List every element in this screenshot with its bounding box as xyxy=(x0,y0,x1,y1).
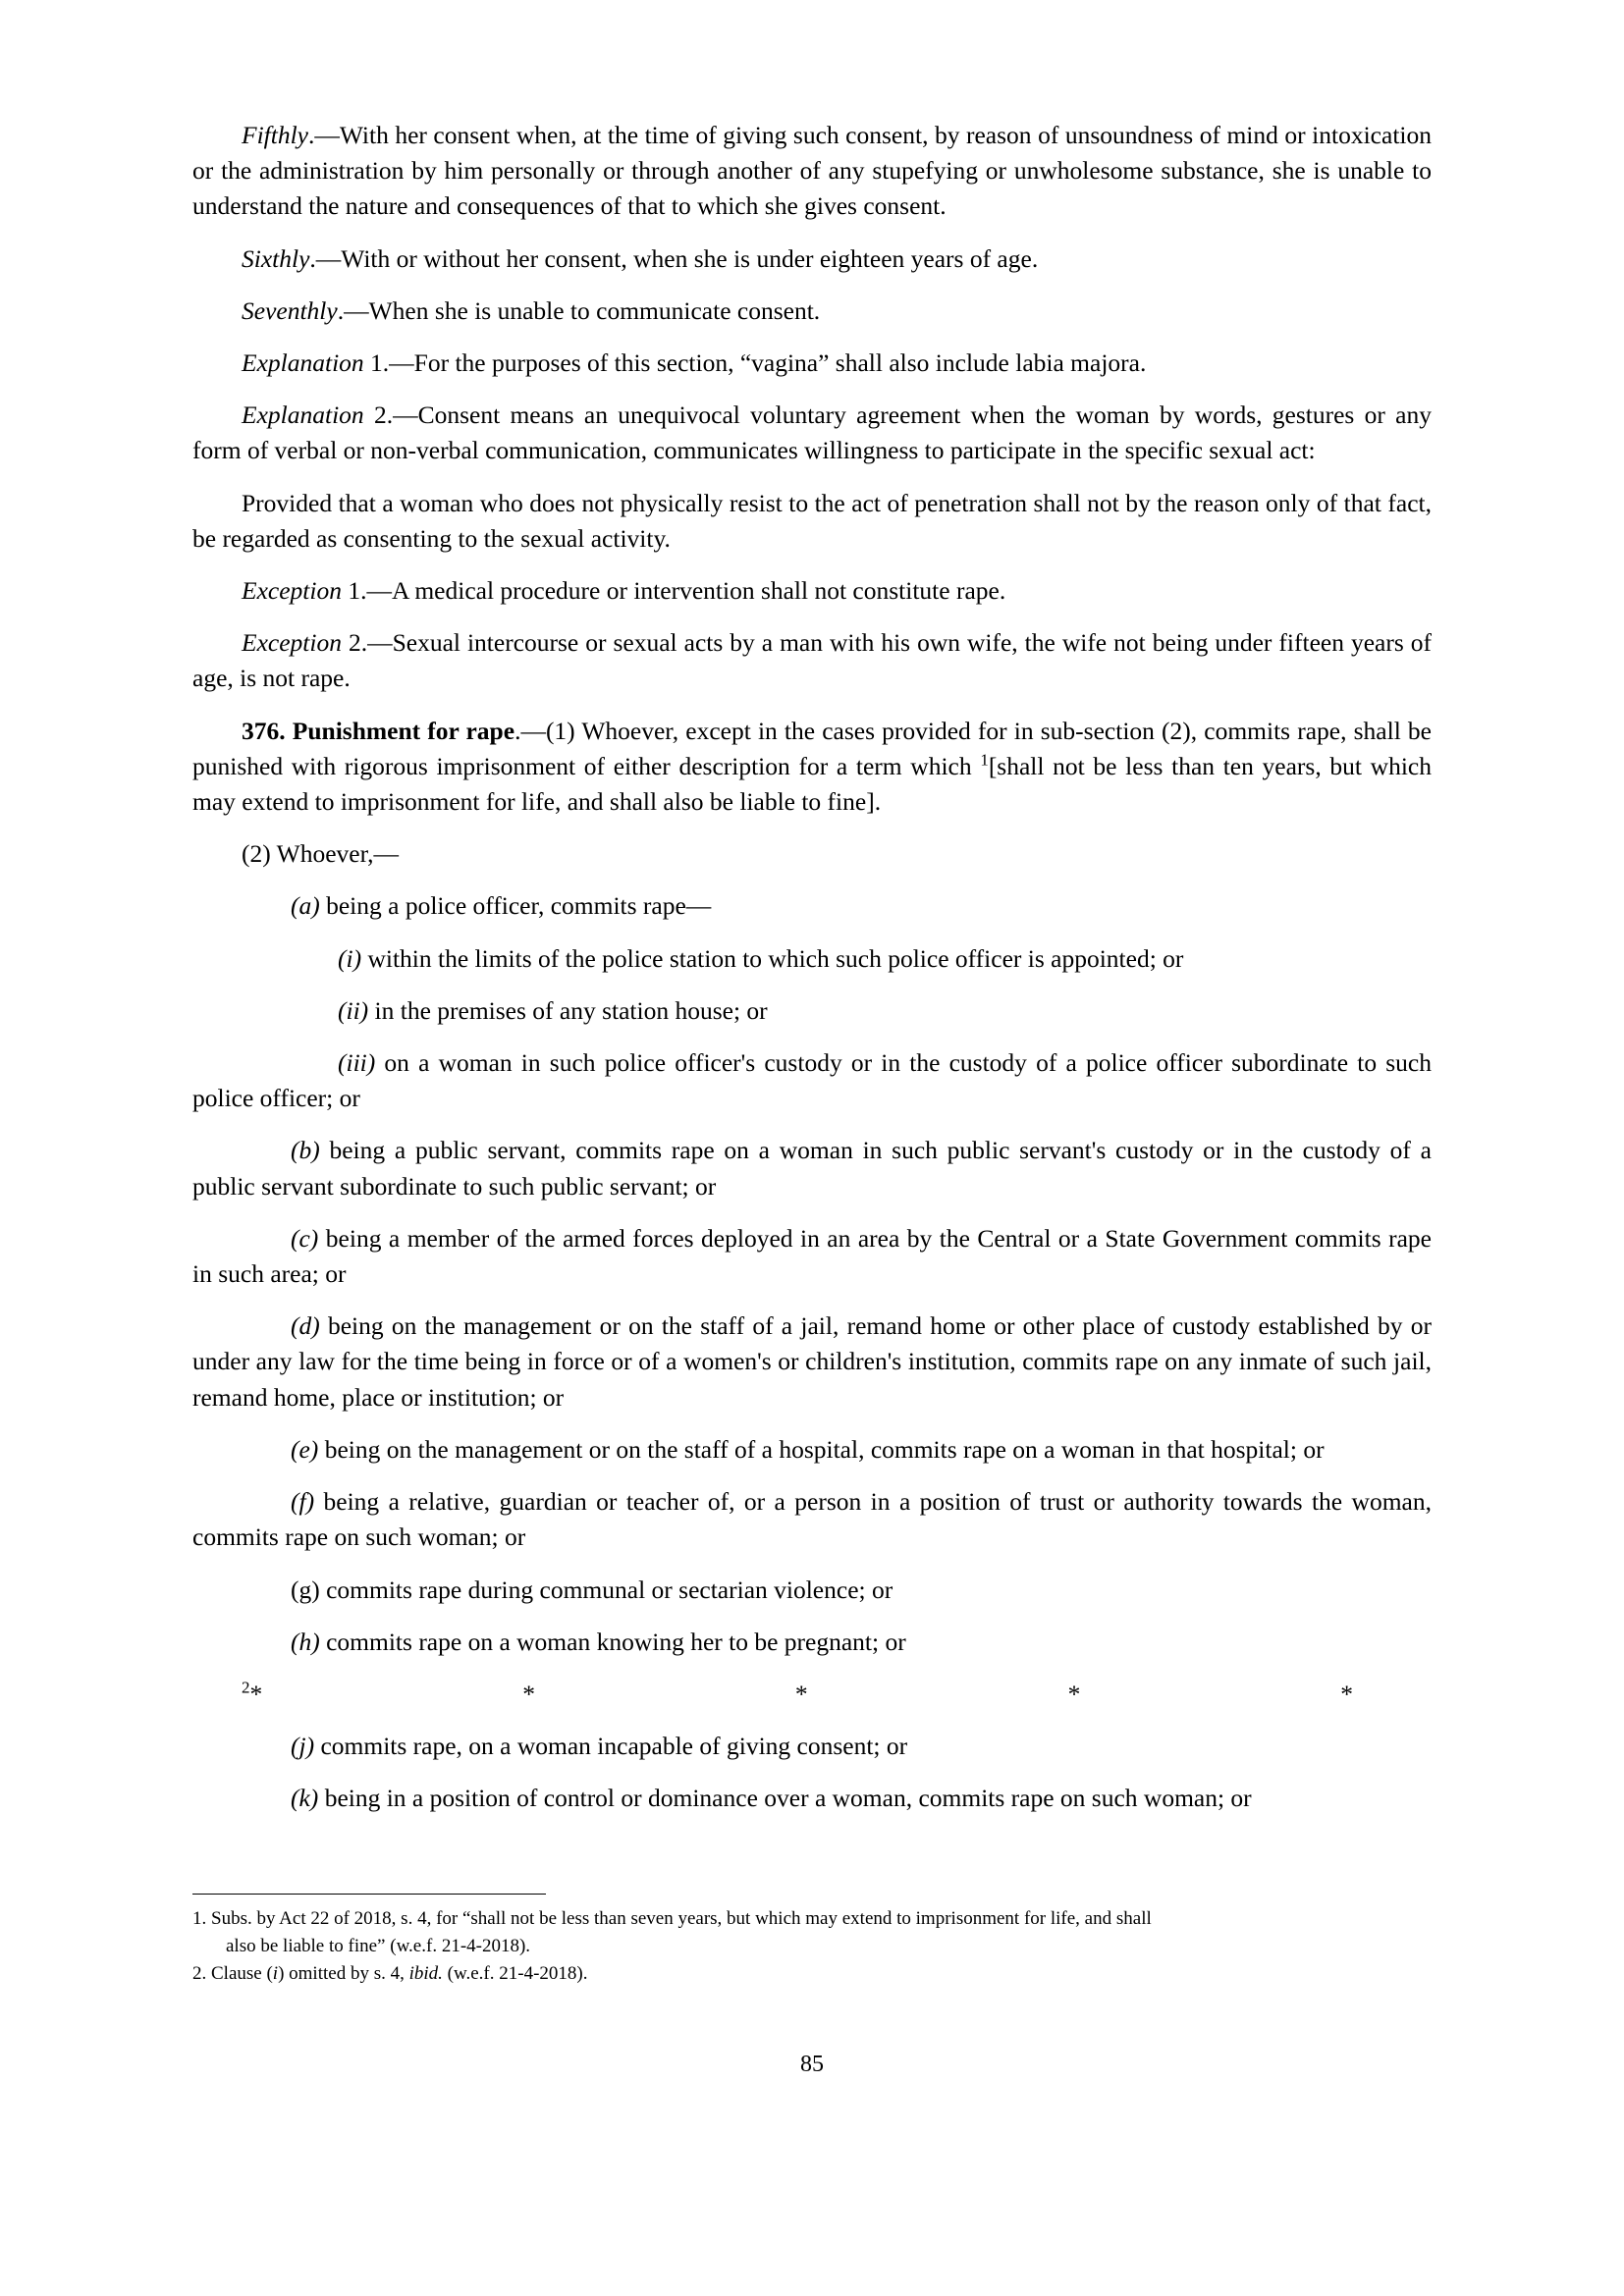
footnotes-section xyxy=(192,1894,1432,1988)
clause-k-label: (k) xyxy=(291,1784,319,1813)
paragraph-text-exception-1: 1.—A medical procedure or intervention shall not constitute rape. xyxy=(341,576,1006,606)
clause-f-label: (f) xyxy=(291,1487,315,1517)
clause-j-label: (j) xyxy=(291,1732,315,1761)
clause-j-text: commits rape, on a woman incapable of giving consent; or xyxy=(314,1732,908,1761)
omitted-clause-stars xyxy=(192,1677,1432,1712)
footnote-2 xyxy=(192,1961,1432,1987)
clause-a-iii-text: on a woman in such police officer's custody or in the custody of a police officer subordinate to such police officer; or xyxy=(192,1048,1432,1113)
clause-h xyxy=(192,1625,1432,1660)
clause-a-text: being a police officer, commits rape— xyxy=(319,891,712,921)
clause-e-label: (e) xyxy=(291,1434,319,1464)
paragraph-text-sixthly: .—With or without her consent, when she is under eighteen years of age. xyxy=(309,243,1039,273)
star-5: * xyxy=(1340,1679,1353,1708)
paragraph-proviso xyxy=(192,486,1432,557)
clause-h-label: (h) xyxy=(291,1627,320,1656)
clause-a xyxy=(192,888,1432,924)
footnote-2-post: (w.e.f. 21-4-2018). xyxy=(442,1962,588,1984)
clause-a-ii-text: in the premises of any station house; or xyxy=(368,995,768,1025)
paragraph-text-seventhly: .—When she is unable to communicate consent. xyxy=(337,295,821,325)
footnote-1-line-1: 1. Subs. by Act 22 of 2018, s. 4, for “shall not be less than seven years, but which may extend to imprisonment for life, and shall xyxy=(192,1907,1152,1929)
paragraph-fifthly xyxy=(192,118,1432,225)
page-number: 85 xyxy=(800,2052,824,2078)
paragraph-text-fifthly: .—With her consent when, at the time of giving such consent, by reason of unsoundness of mind or intoxication or the administration by him personally or through another of any stupefying or unwholesome substance, she is unable to understand the nature and consequences of that to which she gives consent. xyxy=(192,121,1432,221)
clause-h-text: commits rape on a woman knowing her to be pregnant; or xyxy=(319,1627,906,1656)
paragraph-exception-2 xyxy=(192,625,1432,696)
clause-c-label: (c) xyxy=(291,1223,319,1253)
clause-a-ii xyxy=(192,993,1432,1029)
clause-c xyxy=(192,1221,1432,1292)
clause-a-label: (a) xyxy=(291,891,320,921)
paragraph-exception-1 xyxy=(192,573,1432,609)
clause-a-i-label: (i) xyxy=(338,943,362,973)
clause-g xyxy=(192,1573,1432,1608)
clause-g-label: (g) xyxy=(291,1575,320,1604)
clause-a-i-text: within the limits of the police station to which such police officer is appointed; or xyxy=(361,943,1184,973)
footnote-2-ibid: ibid. xyxy=(408,1962,443,1984)
clause-b-text: being a public servant, commits rape on a woman in such public servant's custody or in the custody of a public servant subordinate to such public servant; or xyxy=(192,1136,1432,1201)
paragraph-lead-exception-2: Exception xyxy=(242,628,342,658)
clause-e-text: being on the management or on the staff of a hospital, commits rape on a woman in that hospital; or xyxy=(318,1434,1325,1464)
section-376-sub2-label: (2) Whoever,— xyxy=(242,839,399,869)
section-376-paragraph xyxy=(192,714,1432,821)
star-3: * xyxy=(794,1679,808,1708)
paragraph-text-explanation-2: 2.—Consent means an unequivocal voluntary agreement when the woman by words, gestures or any form of verbal or non-verbal communication, communicates willingness to participate in the specific sexual act: xyxy=(192,400,1432,465)
paragraph-lead-exception-1: Exception xyxy=(242,576,342,606)
clause-f xyxy=(192,1484,1432,1555)
footnote-2-ital: i xyxy=(272,1962,279,1984)
paragraph-sixthly xyxy=(192,241,1432,277)
paragraph-lead-sixthly: Sixthly xyxy=(242,243,310,273)
paragraph-text-exception-2: 2.—Sexual intercourse or sexual acts by a man with his own wife, the wife not being under fifteen years of age, is not rape. xyxy=(192,628,1432,693)
paragraph-lead-explanation-2: Explanation xyxy=(242,400,364,430)
paragraph-lead-fifthly: Fifthly xyxy=(242,121,308,149)
section-376-sub1-tail: [shall not be less than ten years, but which may extend to imprisonment for life, and shall also be liable to fine]. xyxy=(192,751,1432,817)
star-2: * xyxy=(522,1679,535,1708)
paragraph-text-proviso: Provided that a woman who does not physically resist to the act of penetration shall not by the reason only of that fact, be regarded as consenting to the sexual activity. xyxy=(192,488,1432,553)
clause-a-iii xyxy=(192,1045,1432,1116)
clause-b-label: (b) xyxy=(291,1136,320,1165)
clause-g-text: commits rape during communal or sectarian violence; or xyxy=(319,1575,893,1604)
paragraph-seventhly xyxy=(192,294,1432,329)
paragraph-lead-explanation-1: Explanation xyxy=(242,348,364,378)
clause-a-ii-label: (ii) xyxy=(338,995,369,1025)
paragraph-lead-seventhly: Seventhly xyxy=(242,295,338,325)
clause-a-iii-label: (iii) xyxy=(338,1048,376,1078)
paragraph-explanation-2 xyxy=(192,398,1432,468)
star-4: * xyxy=(1067,1679,1081,1708)
clause-a-i xyxy=(192,941,1432,977)
footnote-marker-1: 1 xyxy=(980,750,989,770)
star-1: * xyxy=(249,1679,263,1708)
clause-b xyxy=(192,1133,1432,1203)
clause-k xyxy=(192,1781,1432,1816)
omitted-marker-group xyxy=(242,1677,262,1712)
clause-f-text: being a relative, guardian or teacher of, or a person in a position of trust or authority towards the woman, commits rape on such woman; or xyxy=(192,1487,1432,1552)
footnote-divider xyxy=(192,1894,546,1895)
clause-k-text: being in a position of control or dominance over a woman, commits rape on such woman; or xyxy=(318,1784,1252,1813)
footnote-2-mid: ) omitted by s. 4, xyxy=(278,1962,409,1984)
section-376-heading: 376. Punishment for rape xyxy=(242,716,515,745)
clause-c-text: being a member of the armed forces deployed in an area by the Central or a State Government commits rape in such area; or xyxy=(192,1223,1432,1289)
section-376-sub1-text: .—(1) Whoever, except in the cases provided for in sub-section (2), commits rape, shall be punished with rigorous imprisonment of either description for a term which xyxy=(192,716,1432,780)
document-body xyxy=(192,118,1432,1817)
clause-d-text: being on the management or on the staff of a jail, remand home or other place of custody established by or under any law for the time being in force or of a women's or children's institution, commits rape on any inmate of such jail, remand home, place or institution; or xyxy=(192,1311,1432,1412)
clause-j xyxy=(192,1729,1432,1764)
footnote-1-line-2: also be liable to fine” (w.e.f. 21-4-2018). xyxy=(226,1935,531,1956)
clause-d-label: (d) xyxy=(291,1311,320,1341)
footnote-2-pre: 2. Clause ( xyxy=(192,1962,273,1984)
clause-e xyxy=(192,1432,1432,1468)
footnote-marker-2: 2 xyxy=(242,1678,250,1697)
paragraph-explanation-1 xyxy=(192,346,1432,381)
clause-d xyxy=(192,1308,1432,1415)
paragraph-text-explanation-1: 1.—For the purposes of this section, “vagina” shall also include labia majora. xyxy=(363,348,1147,378)
